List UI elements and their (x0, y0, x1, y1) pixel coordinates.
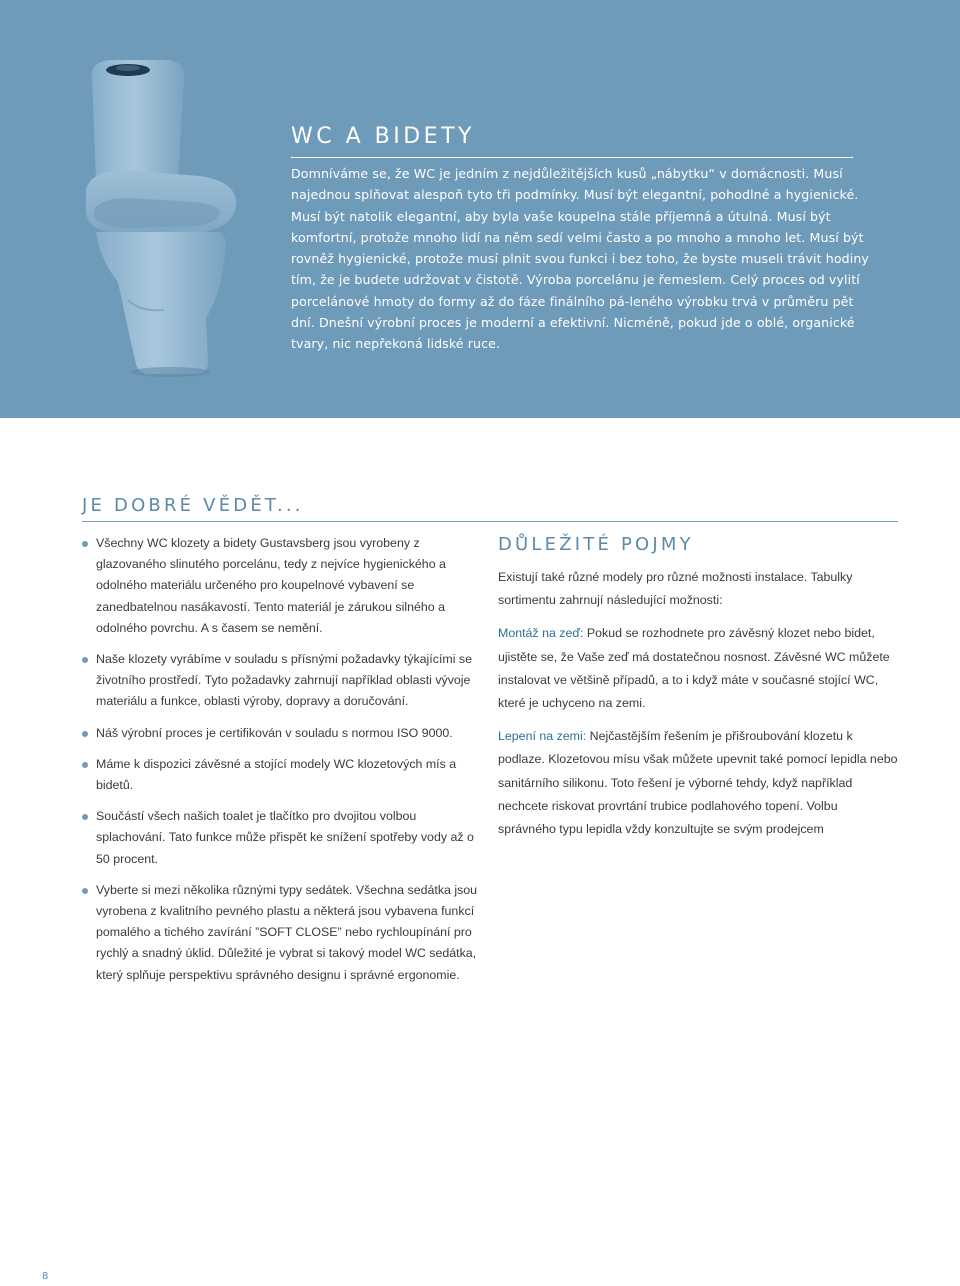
hero-banner (0, 0, 960, 418)
bullet-icon (82, 888, 88, 894)
term-label: Montáž na zeď: (498, 626, 584, 641)
terms-intro: Existují také různé modely pro různé možnosti instalace. Tabulky sortimentu zahrnují následující možnosti: (498, 570, 853, 608)
bullet-icon (82, 814, 88, 820)
list-item (82, 533, 482, 639)
list-item-text: Součástí všech našich toalet je tlačítko pro dvojitou volbou splachování. Tato funkce může přispět ke snížení spotřeby vody až o 50 procent. (96, 809, 474, 866)
term-wall-mount (498, 622, 898, 715)
bullet-icon (82, 541, 88, 547)
list-item-text: Všechny WC klozety a bidety Gustavsberg jsou vyrobeny z glazovaného slinutého porcelánu, tedy z nejvíce hygienického a odolného materiálu určeného pro koupelnové vybavení se zanedbatelnou nasákavostí. Tento materiál je zárukou silného a odolného povrchu. A s časem se nemění. (96, 536, 446, 635)
list-item (82, 649, 482, 713)
list-item (82, 723, 482, 744)
list-item (82, 806, 482, 870)
term-text: Nejčastějším řešením je přišroubování klozetu k podlaze. Klozetovou mísu však můžete upevnit také pomocí lepidla nebo sanitárního silikonu. Toto řešení je výborné tehdy, když například nechcete riskovat provrtání trubice podlahového topení. Volbu správného typu lepidla vždy konzultujte se svým prodejcem (498, 729, 898, 837)
good-to-know-divider (82, 521, 898, 522)
list-item-text: Náš výrobní proces je certifikován v souladu s normou ISO 9000. (96, 725, 453, 740)
good-to-know-title: JE DOBRÉ VĚDĚT... (82, 495, 304, 516)
term-floor-glue (498, 725, 898, 841)
term-label: Lepení na zemi: (498, 729, 587, 744)
hero-paragraph: Domníváme se, že WC je jedním z nejdůležitějších kusů „nábytku“ v domácnosti. Musí najednou splňovat alespoň tyto tři podmínky. Musí být elegantní, pohodlné a hygienické. Musí být natolik elegantní, aby byla vaše koupelna stále příjemná a útulná. Musí být komfortní, protože mnoho lidí na něm sedí velmi často a po mnoho a mnoho let. Musí být rovněž hygienické, protože musí plnit svou funkci i bez toho, že byste museli trávit hodiny tím, že je budete udržovat v čistotě. Výroba porcelánu je řemeslem. Celý proces od vylití porcelánové hmoty do formy až do fáze finálního pá-leného výrobku trvá v průměru pět dní. Dnešní výrobní proces je moderní a efektivní. Nicméně, pokud jde o oblé, organické tvary, nic nepřekoná lidské ruce. (291, 166, 869, 352)
list-item-text: Naše klozety vyrábíme v souladu s přísnými požadavky týkajícími se životního prostředí. Tyto požadavky zahrnují například oblasti vývoje materiálu a funkce, oblasti výroby, dopravy a doručování. (96, 652, 472, 709)
term-text: Pokud se rozhodnete pro závěsný klozet nebo bidet, ujistěte se, že Vaše zeď má dostatečnou nosnost. Závěsné WC můžete instalovat ve většině případů, a to i když máte v současné stojící WC, které je uchyceno na zemi. (498, 626, 890, 711)
hero-divider (291, 157, 853, 158)
bullet-icon (82, 762, 88, 768)
toilet-image (0, 0, 300, 418)
terms-section (498, 534, 898, 851)
bullet-icon (82, 731, 88, 737)
hero-title: WC A BIDETY (291, 124, 475, 149)
terms-title: DŮLEŽITÉ POJMY (498, 534, 694, 555)
page-number: 8 (42, 1271, 49, 1282)
list-item-text: Vyberte si mezi několika různými typy sedátek. Všechna sedátka jsou vyrobena z kvalitního pevného plastu a některá jsou vybavena funkcí pomalého a tichého zavírání ”SOFT CLOSE” nebo rychloupínání pro rychlý a snadný úklid. Důležité je vybrat si takový model WC sedátka, který splňuje perspektivu správného designu i správné ergonomie. (96, 882, 478, 982)
bullet-icon (82, 657, 88, 663)
list-item (82, 880, 482, 986)
good-to-know-list (82, 533, 482, 996)
list-item-text: Máme k dispozici závěsné a stojící modely WC klozetových mís a bidetů. (96, 756, 457, 793)
list-item (82, 754, 482, 796)
